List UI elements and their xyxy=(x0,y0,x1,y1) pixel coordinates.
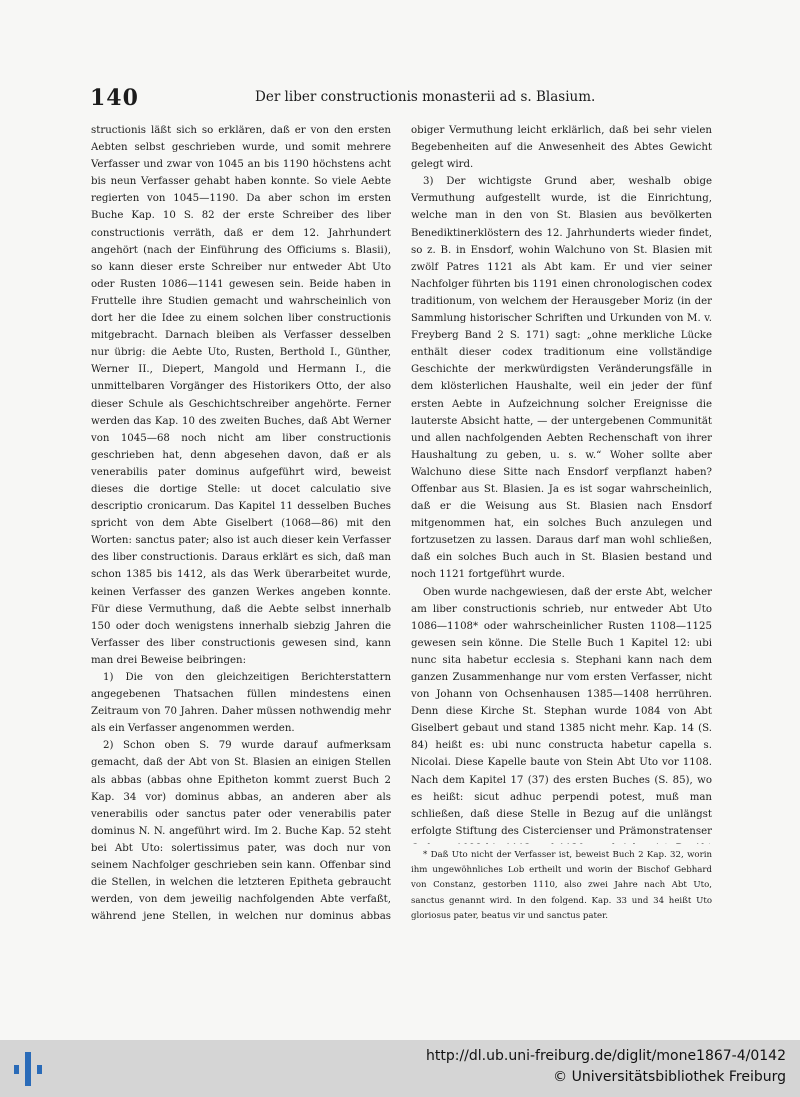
paragraph: Oben wurde nachgewiesen, daß der erste Abt, welcher am liber constructionis schrieb, nur entweder Abt Uto 1086—1108* oder wahrscheinlicher Rusten 1108—1125 gewesen sein könne. Die Stelle Buch 1 Kapitel 12: ubi nunc sita habetur ecclesia s. Stephani kann nach dem ganzen Zusammenhange nur vom ersten Verfasser, nicht von Johann von Ochsenhausen 1385—1408 herrühren. Denn diese Kirche St. Stephan wurde 1084 von Abt Giselbert gebaut und stand 1385 nicht mehr. Kap. 14 (S. 84) heißt es: ubi nunc constructa habetur capella s. Nicolai. Diese Kapelle baute von Stein Abt Uto vor 1108. Nach dem Kapitel 17 (37) des ersten Buches (S. 85), wo es heißt: sicut adhuc perpendi potest, muß man schließen, daß diese Stelle in Bezug auf die unlängst erfolgte Stiftung des Cistercienser und Prämonstratenser xyxy=(411,586,712,837)
paragraph: 1) Die von den gleichzeitigen Berichterstattern angegebenen Thatsachen füllen mindestens einen Zeitraum von 70 Jahren. Daher müssen nothwendig mehr als ein Verfasser angenommen werden. xyxy=(91,672,391,735)
copyright-notice: © Universitätsbibliothek Freiburg xyxy=(553,1069,786,1085)
paragraph: structionis läßt sich so erklären, daß er von den ersten Aebten selbst geschrieben wurde, und somit mehrere Verfasser und zwar von 1045 an bis 1190 höchstens acht bis neun Verfasser gehabt haben konnte. So viele Aebte regierten von 1045—1190. Da aber schon im ersten Buche Kap. 10 S. 82 der erste Schreiber des liber constructionis verräth, daß er dem 12. Jahrhundert angehört (nach der Einführung des Officiums s. Blasii), so kann dieser erste Schreiber nur entweder Abt Uto oder Rusten 1086—1141 gewesen sein. Beide haben in Fruttelle ihre Studien gemacht und wahrscheinlich von dort her die Idee zu einem solchen liber constructionis mitgebracht. Darnach bleiben als Verfasser desselben nur übrig: die Aebte Uto, Rusten, Berthold I., Günther, Werner II., Diepert, Mangold und Hermann I., die unmittelbaren Vorgänger des Historikers Otto, der also dieser Schule als Geschichtschreiber angehörte. Ferner werden das Kap. 10 des zweiten Buches, daß Abt Werner von 1045—68 noch nicht am liber constructionis geschrieben hat, denn abgesehen davon, daß er als venerabilis pater dominus aufgeführt wird, beweist dieses die dortige Stelle: ut docet calculatio sive descriptio cronicarum. Das Kapitel 11 desselben Buches spricht von dem Abte Giselbert (1068—86) mit den Worten: sanctus pater; also ist auch dieser kein Verfasser des liber constructionis. Daraus erklärt es sich, daß man schon 1385 bis 1412, als das Werk überarbeitet wurde, keinen Verfasser des ganzen Werkes angeben konnte. Für diese Vermuthung, daß die Aebte selbst innerhalb 150 oder doch wenigstens innerhalb siebzig Jahren die Verfasser des liber constructionis gewesen sind, kann man drei Beweise beibringen: xyxy=(91,125,391,666)
paragraph: obiger Vermuthung leicht erklärlich, daß bei sehr vielen Begebenheiten auf die Anwesenheit des Abtes Gewicht gelegt wird. xyxy=(411,125,712,171)
paragraph: 2) Schon oben S. 79 wurde darauf aufmerksam gemacht, daß der Abt von St. Blasien an einigen Stellen als abbas (abbas ohne Epitheton kommt zuerst Buch 2 Kap. 34 vor) dominus abbas, an anderen aber als venerabilis oder sanctus pater oder venerabilis pater dominus N. N. angeführt wird. Im 2. Buche Kap. 52 steht bei Abt Uto: solertissimus pater, was doch nur von seinem Nachfolger geschrieben sein kann. Offenbar sind die Stellen, in welchen die letzteren Epitheta gebraucht werden, von dem jeweilig nachfolgenden Abte verfaßt, während jene Stellen, in welchen nur dominus abbas xyxy=(91,740,391,923)
left-column xyxy=(91,122,391,927)
footer-bar xyxy=(0,1040,800,1097)
running-head: Der liber constructionis monasterii ad s. Blasium. xyxy=(255,89,596,105)
university-library-logo-icon[interactable] xyxy=(12,1048,44,1090)
document-url-link[interactable]: http://dl.ub.uni-freiburg.de/diglit/mone1867-4/0142 xyxy=(426,1048,786,1064)
footnote-text: * Daß Uto nicht der Verfasser ist, beweist Buch 2 Kap. 32, worin ihm ungewöhnliches Lob ertheilt und worin der Bischof Gebhard von Constanz, gestorben 1110, also zwei Jahre nach Abt Uto, sanctus genannt wird. In den folgend. Kap. 33 und 34 heißt Uto gloriosus pater, beatus vir und sanctus pater. xyxy=(411,850,712,921)
footnote xyxy=(411,848,712,924)
page-number: 140 xyxy=(90,85,139,111)
right-column xyxy=(411,122,712,844)
paragraph: 3) Der wichtigste Grund aber, weshalb obige Vermuthung aufgestellt wurde, ist die Einrichtung, welche man in den von St. Blasien aus bevölkerten Benediktinerklöstern des 12. Jahrhunderts wieder findet, so z. B. in Ensdorf, wohin Walchuno von St. Blasien mit zwölf Patres 1121 als Abt kam. Er und vier seiner Nachfolger führten bis 1191 einen chronologischen codex traditionum, von welchem der Herausgeber Moriz (in der Sammlung historischer Schriften und Urkunden von M. v. Freyberg Band 2 S. 171) sagt: „ohne merkliche Lücke enthält dieser codex traditionum eine vollständige Geschichte der merkwürdigsten Veränderungsfälle in dem klösterlichen Haushalte, weil ein jeder der fünf ersten Aebte in Aufzeichnung solcher Ereignisse die lauterste Absicht hatte, — der untergebenen Communität und allen nachfolgenden Aebten Rechenschaft von ihrer Haushaltung zu geben, u. s. w.“ Woher sollte aber Walchuno diese Sitte nach Ensdorf verpflanzt haben? Offenbar aus St. Blasien. Ja es ist sogar wahrscheinlich, daß er die Weisung aus St. Blasien nach Ensdorf mitgenommen hat, ein solches Buch anzulegen und fortzusetzen zu lassen. Daraus darf man wohl schließen, daß ein solches Buch auch in St. Blasien bestand und noch 1121 fortgeführt wurde. xyxy=(411,176,712,581)
